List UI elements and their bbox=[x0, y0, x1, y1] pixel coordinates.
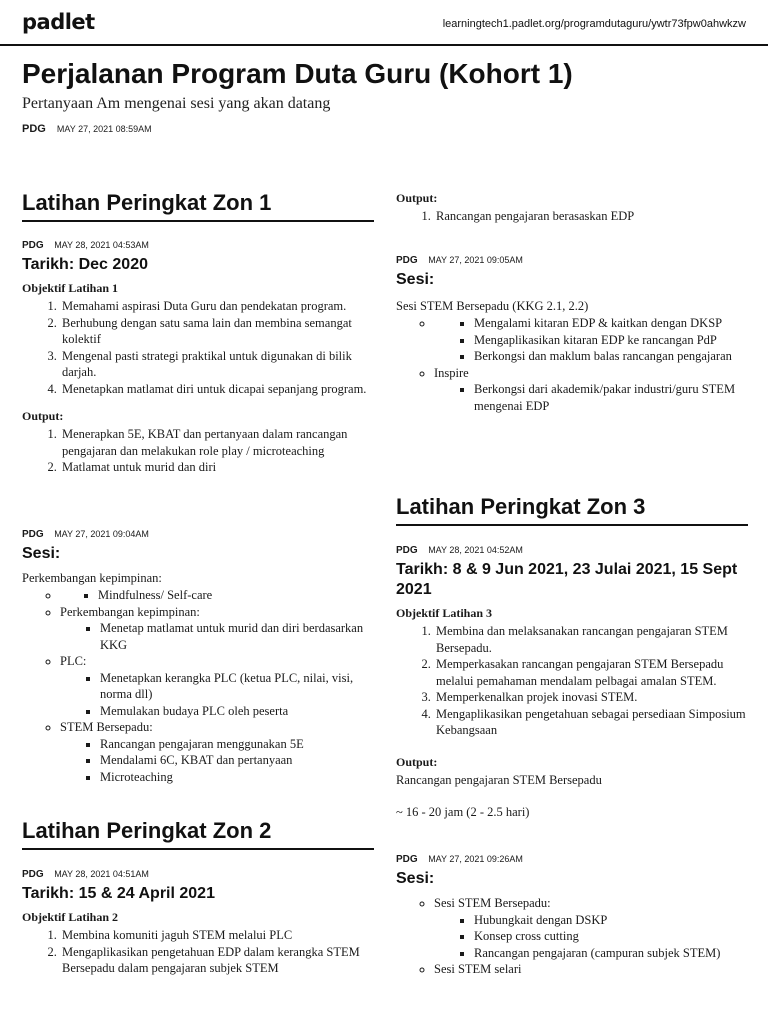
post-title: Tarikh: 8 & 9 Jun 2021, 23 Julai 2021, 15 Sept 2021 bbox=[396, 561, 738, 598]
list-item bbox=[60, 587, 374, 604]
list-item: ▪ Rancangan pengajaran (campuran subjek STEM) bbox=[474, 945, 748, 962]
list-item bbox=[434, 315, 748, 365]
post-date: MAY 27, 2021 09:05AM bbox=[428, 255, 523, 265]
post-z3-tarikh[interactable] bbox=[396, 545, 748, 821]
post-title: Sesi: bbox=[396, 870, 435, 887]
sesi-list bbox=[396, 895, 748, 978]
list-item: ▪ ◦ Mindfulness/ Self-care bbox=[98, 587, 374, 604]
objektif-label: Objektif Latihan 1 bbox=[22, 281, 119, 295]
list-item: 1. Menerapkan 5E, KBAT dan pertanyaan dalam rancangan pengajaran dan melakukan role play / microteaching bbox=[60, 426, 374, 459]
list-item: ▪ Mengaplikasikan kitaran EDP ke rancangan PdP bbox=[474, 332, 748, 349]
list-item: ▪ Berkongsi dan maklum balas rancangan pengajaran bbox=[474, 348, 748, 365]
list-item: ▪ Berkongsi dari akademik/pakar industri/guru STEM mengenai EDP bbox=[474, 381, 748, 414]
list-item-label: PLC: bbox=[60, 654, 87, 668]
sesi-list bbox=[22, 587, 374, 785]
output-list bbox=[22, 426, 374, 476]
section-title-zon2: Latihan Peringkat Zon 2 bbox=[22, 818, 374, 850]
list-item bbox=[434, 895, 748, 961]
post-date: MAY 27, 2021 09:26AM bbox=[428, 854, 523, 864]
objektif-list bbox=[22, 298, 374, 397]
list-item: ◦ Sesi STEM selari bbox=[434, 961, 748, 978]
page-subtitle: Pertanyaan Am mengenai sesi yang akan datang bbox=[22, 95, 331, 112]
post-z2-tarikh[interactable] bbox=[22, 869, 374, 977]
list-item-label: Perkembangan kepimpinan: bbox=[60, 604, 200, 619]
list-item: ▪ Konsep cross cutting bbox=[474, 928, 748, 945]
post-author: PDG bbox=[22, 529, 44, 540]
post-meta bbox=[22, 529, 374, 540]
list-item bbox=[434, 365, 748, 415]
page-url: learningtech1.padlet.org/programdutaguru/ywtr73fpw0ahwkzw bbox=[442, 18, 746, 30]
sesi-list bbox=[396, 315, 748, 414]
output-label: Output: bbox=[396, 754, 438, 769]
list-item: ▪ ◦ Mengalami kitaran EDP & kaitkan dengan DKSP bbox=[474, 315, 748, 332]
post-date: MAY 28, 2021 04:51AM bbox=[54, 869, 149, 879]
objektif-list bbox=[22, 927, 374, 977]
list-item: 2. Berhubung dengan satu sama lain dan membina semangat kolektif bbox=[60, 315, 374, 348]
post-date: MAY 28, 2021 04:52AM bbox=[428, 545, 523, 555]
post-date: MAY 27, 2021 09:04AM bbox=[54, 529, 149, 539]
list-item-label: STEM Bersepadu: bbox=[60, 720, 153, 734]
post-author: PDG bbox=[22, 869, 44, 880]
post-meta bbox=[396, 854, 748, 865]
list-item: 2. Mengaplikasikan pengetahuan EDP dalam kerangka STEM Bersepadu dalam pengajaran subjek STEM bbox=[60, 944, 374, 977]
list-item: 1. Membina dan melaksanakan rancangan pengajaran STEM Bersepadu. bbox=[434, 623, 748, 656]
page-author: PDG bbox=[22, 123, 46, 135]
page-title: Perjalanan Program Duta Guru (Kohort 1) bbox=[22, 58, 573, 89]
list-item: 1. Membina komuniti jaguh STEM melalui PLC bbox=[60, 927, 374, 944]
section-title-zon1: Latihan Peringkat Zon 1 bbox=[22, 190, 374, 222]
list-item: ▪ Microteaching bbox=[100, 769, 374, 786]
list-item-label: Sesi STEM Bersepadu: bbox=[434, 896, 551, 910]
list-item: 4. Menetapkan matlamat diri untuk dicapai sepanjang program. bbox=[60, 381, 374, 398]
output-list bbox=[396, 208, 748, 225]
list-item: ▪ Memulakan budaya PLC oleh peserta bbox=[100, 703, 374, 720]
page-date: MAY 27, 2021 08:59AM bbox=[56, 124, 152, 134]
list-item bbox=[60, 604, 374, 654]
objektif-label: Objektif Latihan 2 bbox=[22, 910, 119, 924]
list-item: 3. Mengenal pasti strategi praktikal untuk digunakan di bilik darjah. bbox=[60, 348, 374, 381]
post-meta bbox=[22, 240, 374, 251]
post-title: Tarikh: 15 & 24 April 2021 bbox=[22, 885, 215, 902]
output-label: Output: bbox=[22, 409, 64, 423]
post-z3-sesi[interactable] bbox=[396, 854, 748, 978]
post-z2-sesi[interactable] bbox=[396, 255, 748, 414]
list-item: ▪ Hubungkait dengan DSKP bbox=[474, 912, 748, 929]
post-author: PDG bbox=[396, 545, 418, 556]
objektif-label: Objektif Latihan 3 bbox=[396, 606, 493, 620]
list-item: 3. Memperkenalkan projek inovasi STEM. bbox=[434, 689, 748, 706]
post-z1-tarikh[interactable] bbox=[22, 240, 374, 476]
post-meta bbox=[396, 255, 748, 266]
post-date: MAY 28, 2021 04:53AM bbox=[54, 240, 149, 250]
section-title-zon3: Latihan Peringkat Zon 3 bbox=[396, 494, 748, 526]
post-author: PDG bbox=[22, 240, 44, 251]
post-title: Sesi: bbox=[396, 271, 435, 288]
post-author: PDG bbox=[396, 255, 418, 266]
sesi-intro: Perkembangan kepimpinan: bbox=[22, 571, 162, 585]
list-item: 2. Matlamat untuk murid dan diri bbox=[60, 459, 374, 476]
sesi-intro: Sesi STEM Bersepadu (KKG 2.1, 2.2) bbox=[396, 299, 589, 313]
output-text: Rancangan pengajaran STEM Bersepadu bbox=[396, 772, 602, 787]
post-meta bbox=[396, 545, 748, 556]
list-item: 4. Mengaplikasikan pengetahuan sebagai persediaan Simposium Kebangsaan bbox=[434, 706, 748, 739]
post-title: Sesi: bbox=[22, 545, 61, 562]
list-item: 1. Memahami aspirasi Duta Guru dan pendekatan program. bbox=[60, 298, 374, 315]
list-item: 1. Rancangan pengajaran berasaskan EDP bbox=[434, 208, 748, 225]
list-item bbox=[60, 719, 374, 785]
post-title: Tarikh: Dec 2020 bbox=[22, 256, 148, 273]
list-item: ▪ Menetapkan kerangka PLC (ketua PLC, nilai, visi, norma dll) bbox=[100, 670, 374, 703]
padlet-logo[interactable]: padlet bbox=[22, 10, 95, 34]
list-item: ▪ Rancangan pengajaran menggunakan 5E bbox=[100, 736, 374, 753]
list-item-label: Inspire bbox=[434, 365, 469, 380]
post-z2-output[interactable] bbox=[396, 191, 748, 225]
page-author-row bbox=[22, 123, 152, 135]
output-label: Output: bbox=[396, 191, 438, 205]
list-item: ▪ Mendalami 6C, KBAT dan pertanyaan bbox=[100, 752, 374, 769]
post-author: PDG bbox=[396, 854, 418, 865]
objektif-list bbox=[396, 623, 748, 739]
post-meta bbox=[22, 869, 374, 880]
duration-text: ~ 16 - 20 jam (2 - 2.5 hari) bbox=[396, 804, 530, 819]
top-bar bbox=[0, 0, 768, 46]
list-item: ▪ Menetap matlamat untuk murid dan diri berdasarkan KKG bbox=[100, 620, 374, 653]
list-item: 2. Memperkasakan rancangan pengajaran STEM Bersepadu melalui pemahaman mendalam pelbagai amalan STEM. bbox=[434, 656, 748, 689]
post-z1-sesi[interactable] bbox=[22, 529, 374, 785]
list-item bbox=[60, 653, 374, 719]
